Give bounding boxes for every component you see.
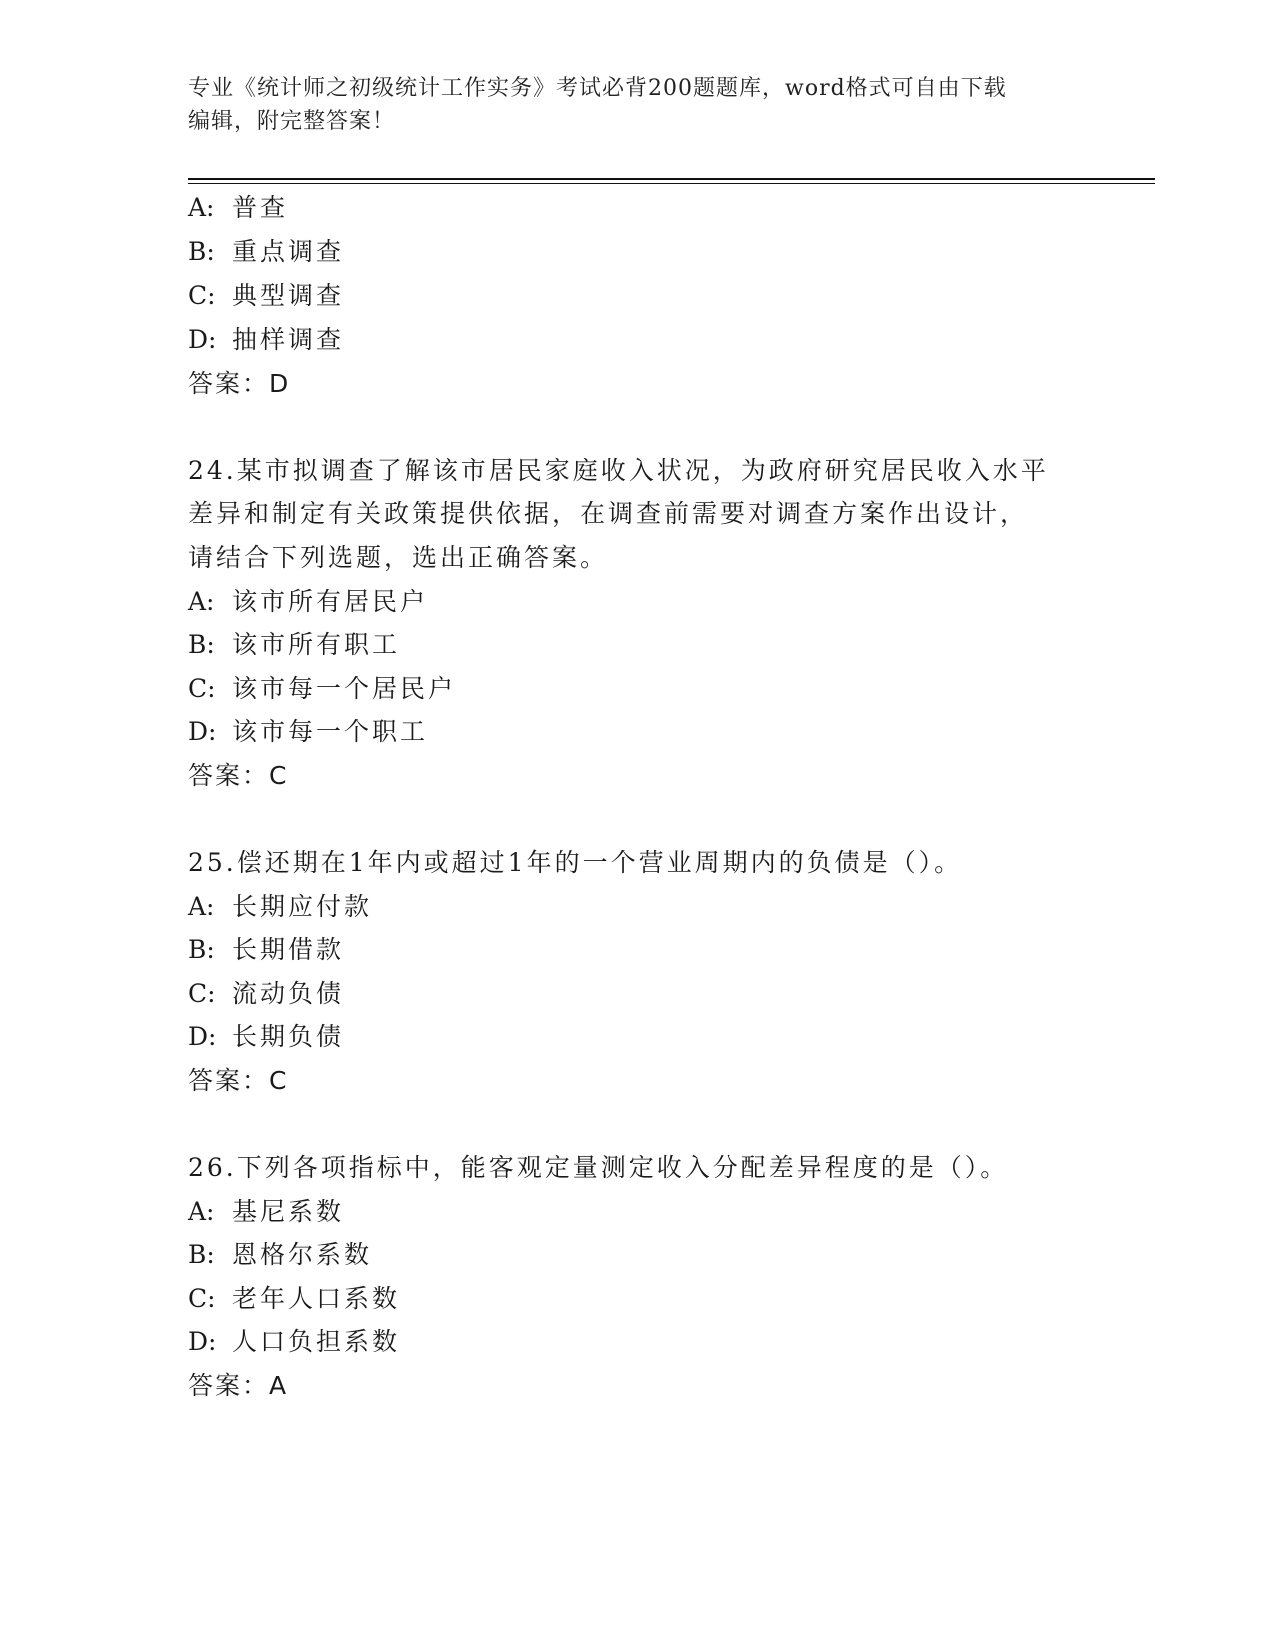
q23-option-d-letter: D: [188,325,217,354]
q26-option-b [188,1240,372,1270]
header-title-line-2: 编辑，附完整答案！ [188,109,396,134]
q25-option-c-text: 流动负债 [232,979,345,1008]
q24-option-c [188,674,456,704]
q23-option-a-letter: A: [188,193,215,222]
q24-answer: 答案：C [188,761,289,790]
q23-option-b-letter: B: [188,237,215,266]
q26-answer: 答案：A [188,1371,289,1400]
q26-stem: 26.下列各项指标中，能客观定量测定收入分配差异程度的是（）。 [188,1153,1009,1182]
q24-option-b-letter: B: [188,630,215,659]
header-title-line-1: 专业《统计师之初级统计工作实务》考试必背200题题库，word格式可自由下载 [188,76,1007,101]
header-divider-thin [188,183,1155,184]
q25-option-a-letter: A: [188,892,215,921]
q26-option-d-text: 人口负担系数 [232,1327,401,1356]
q26-option-c-text: 老年人口系数 [232,1284,401,1313]
q25-option-b [188,935,344,965]
q25-answer: 答案：C [188,1066,289,1095]
q24-option-a [188,587,428,617]
q25-option-b-letter: B: [188,935,215,964]
q23-option-a-text: 普查 [232,193,289,222]
q24-stem-line-3: 请结合下列选题，选出正确答案。 [188,543,609,572]
q25-option-d-text: 长期负债 [232,1022,345,1051]
q26-option-c [188,1284,400,1314]
q24-stem-line-2: 差异和制定有关政策提供依据，在调查前需要对调查方案作出设计， [188,499,1029,528]
q25-option-c-letter: C: [188,979,216,1008]
q23-option-c-text: 典型调查 [232,281,345,310]
q23-option-b [188,237,344,267]
q26-option-b-letter: B: [188,1240,215,1269]
q24-option-d-letter: D: [188,717,217,746]
q23-option-d [188,325,344,355]
q26-option-c-letter: C: [188,1284,216,1313]
q26-option-a-text: 基尼系数 [232,1197,345,1226]
header-divider-thick [188,178,1155,180]
q26-option-a [188,1197,344,1227]
q23-option-d-text: 抽样调查 [232,325,345,354]
q25-option-b-text: 长期借款 [232,935,345,964]
q24-option-d-text: 该市每一个职工 [232,717,429,746]
q24-option-b-text: 该市所有职工 [232,630,401,659]
q24-option-c-text: 该市每一个居民户 [232,674,457,703]
q25-stem: 25.偿还期在1年内或超过1年的一个营业周期内的负债是（）。 [188,848,963,877]
q25-option-a-text: 长期应付款 [232,892,373,921]
q25-option-a [188,892,372,922]
q26-option-a-letter: A: [188,1197,215,1226]
q25-option-c [188,979,344,1009]
q24-stem-line-1: 24.某市拟调查了解该市居民家庭收入状况，为政府研究居民收入水平 [188,456,1049,485]
q26-option-d-letter: D: [188,1327,217,1356]
q24-option-b [188,630,400,660]
q26-option-b-text: 恩格尔系数 [232,1240,373,1269]
q24-option-d [188,717,428,747]
q23-answer: 答案：D [188,369,291,398]
q26-option-d [188,1327,400,1357]
q23-option-a [188,193,288,223]
q24-option-a-text: 该市所有居民户 [232,587,429,616]
q23-option-c-letter: C: [188,281,216,310]
q24-option-a-letter: A: [188,587,215,616]
q25-option-d [188,1022,344,1052]
q23-option-b-text: 重点调查 [232,237,345,266]
q24-option-c-letter: C: [188,674,216,703]
document-header [188,72,1088,138]
q23-option-c [188,281,344,311]
q25-option-d-letter: D: [188,1022,217,1051]
